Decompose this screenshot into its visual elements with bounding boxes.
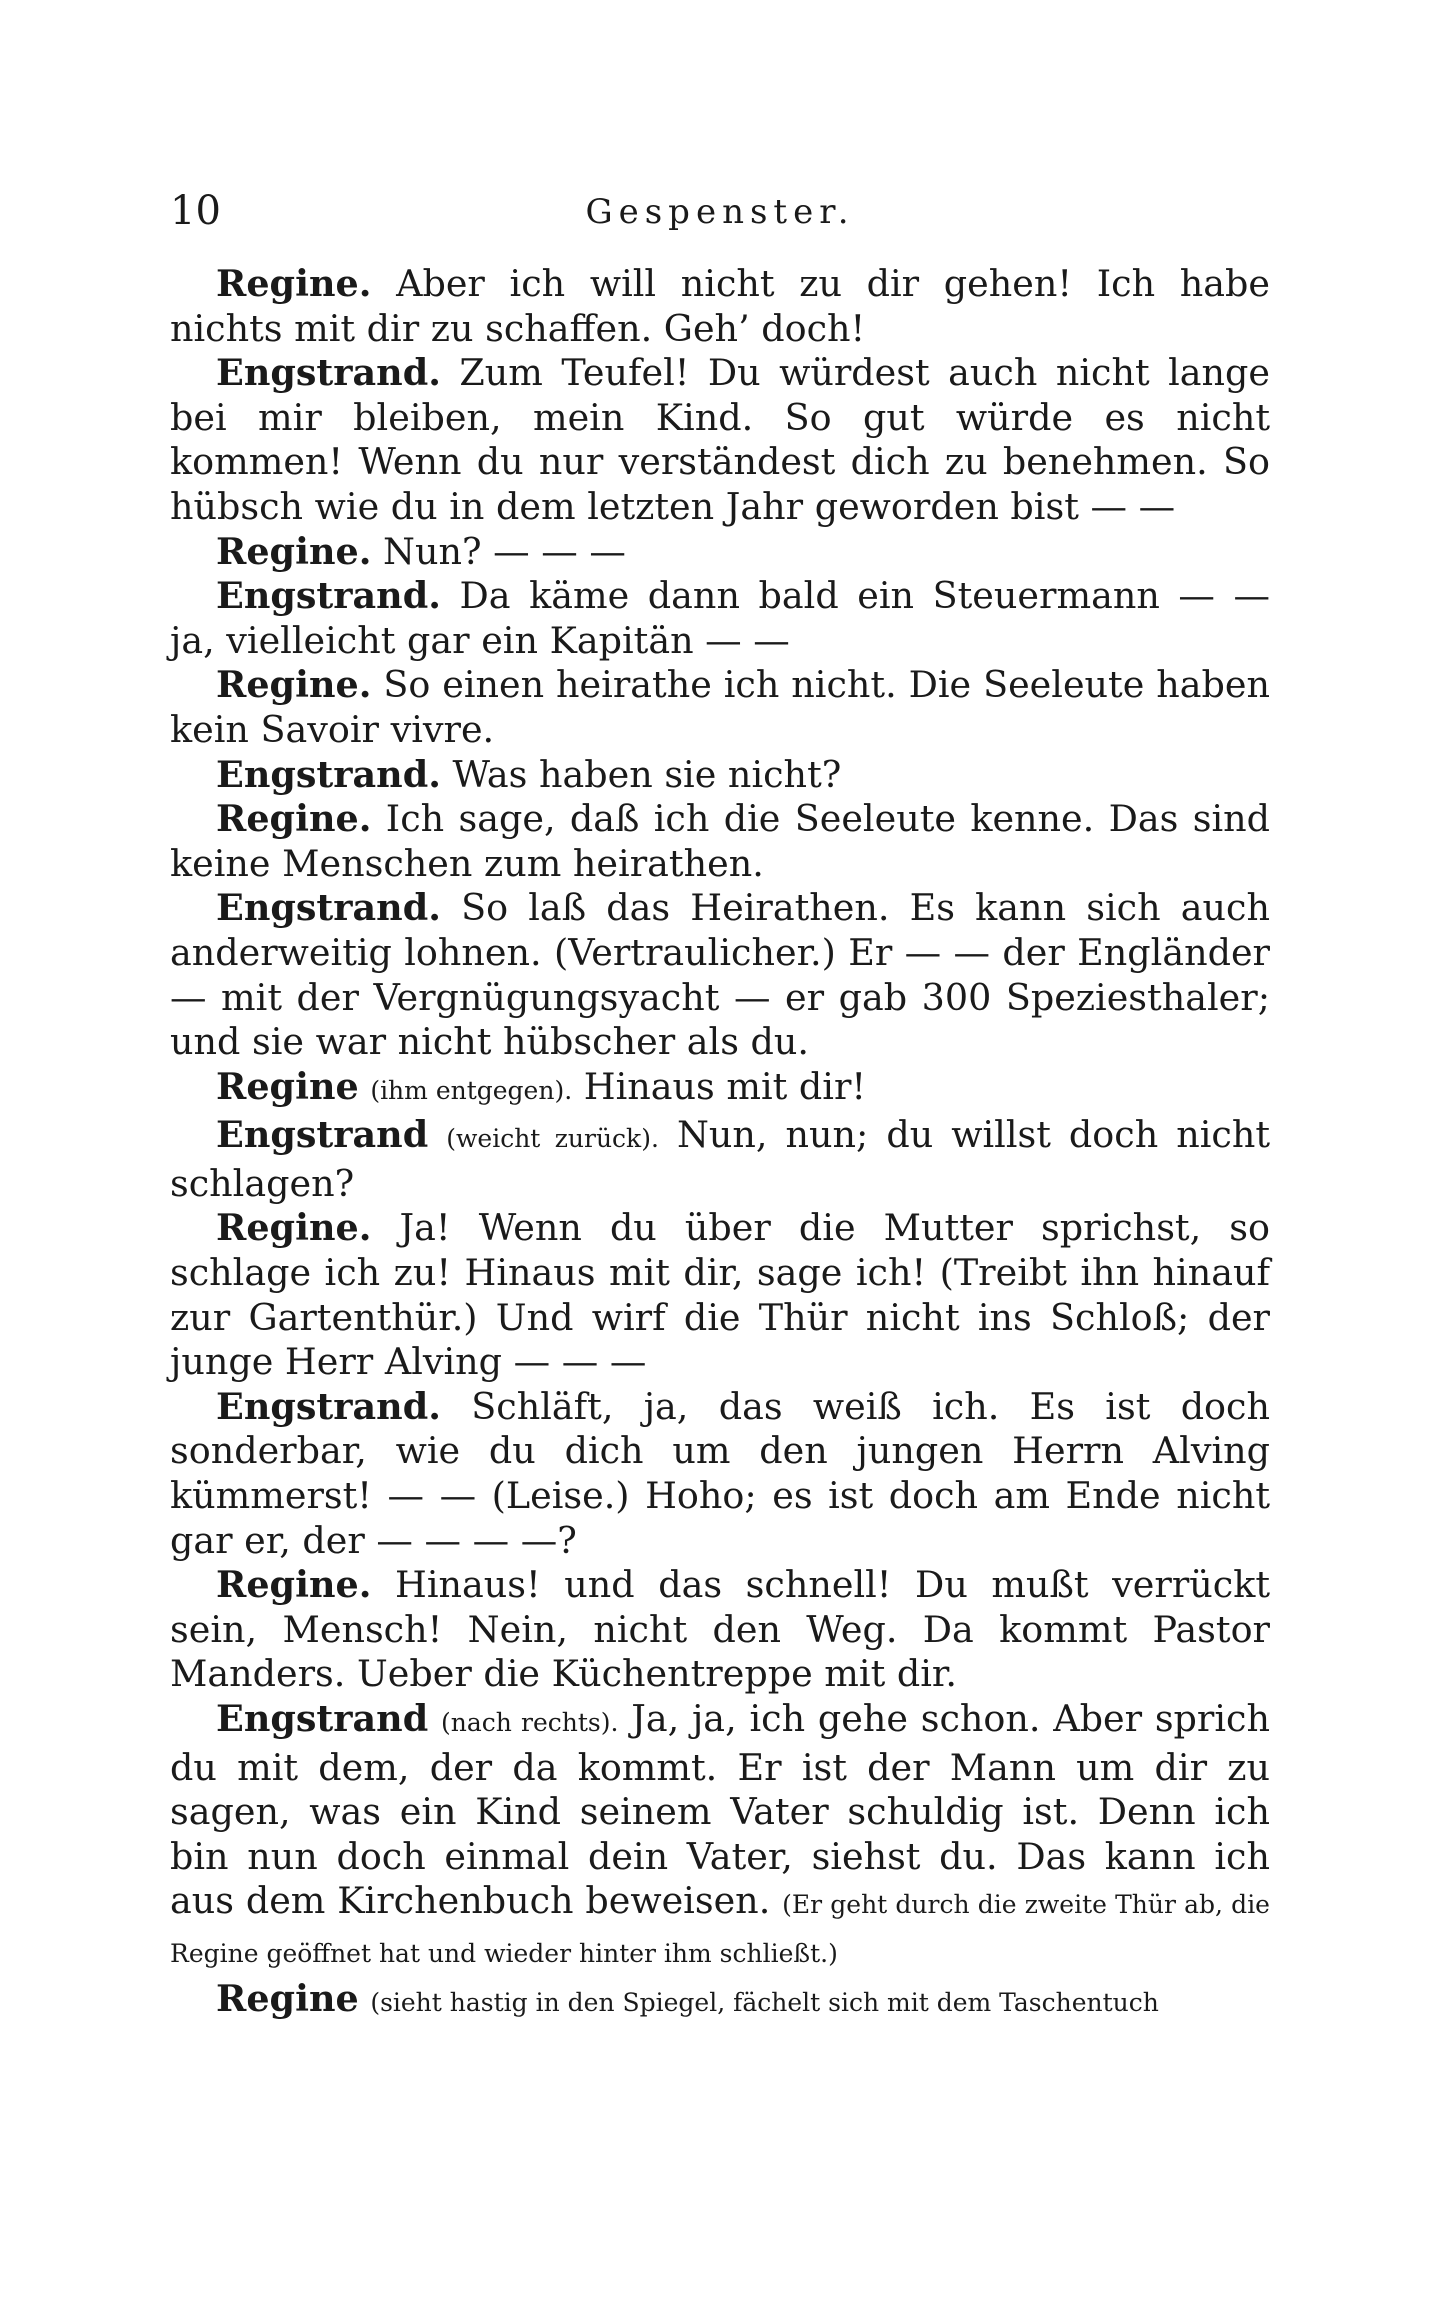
speech-text: Zum Teufel! Du würdest auch nicht lange bei mir bleiben, mein Kind. So gut würde es nicht kommen! Wenn du nur verständest dich zu benehmen. So hübsch wie du in dem letzten Jahr geworden bist — — [170, 351, 1270, 528]
page-header [170, 188, 1270, 248]
speaker-name: Engstrand. [216, 574, 441, 618]
dialogue-paragraph [170, 530, 1270, 575]
speech-text: Aber ich will nicht zu dir gehen! Ich habe nichts mit dir zu schaffen. Geh’ doch! [170, 262, 1270, 350]
speech-text: Nun, nun; du willst doch nicht schlagen? [170, 1113, 1271, 1205]
dialogue-paragraph [170, 797, 1270, 886]
speaker-name: Regine [216, 1976, 359, 2020]
speech-text: Nun? — — — [383, 529, 626, 573]
dialogue-paragraph [170, 1697, 1270, 1977]
speaker-name: Engstrand. [216, 1384, 441, 1428]
speech-text: So einen heirathe ich nicht. Die Seeleute haben kein Savoir vivre. [170, 663, 1270, 751]
speaker-name: Regine. [216, 1206, 372, 1250]
dialogue-paragraph [170, 1113, 1270, 1206]
speaker-name: Regine. [216, 262, 372, 305]
speaker-name: Regine. [216, 1563, 372, 1607]
stage-direction: (Er geht durch die zweite Thür ab, die Regine geöffnet hat und wieder hinter ihm schließt.) [170, 1890, 1270, 1968]
speaker-name: Engstrand [216, 1113, 429, 1157]
speech-text: Ja! Wenn du über die Mutter sprichst, so schlage ich zu! Hinaus mit dir, sage ich! (Treibt ihn hinauf zur Gartenthür.) Und wirf die Thür nicht ins Schloß; der junge Herr Alving — — — [170, 1206, 1270, 1384]
dialogue-paragraph [170, 1206, 1270, 1384]
dialogue-paragraph [170, 262, 1270, 351]
speech-text: So laß das Heirathen. Es kann sich auch anderweitig lohnen. (Vertraulicher.) Er — — der Engländer — mit der Vergnügungsyacht — er gab 300 Speziesthaler; und sie war nicht hübscher als du. [170, 886, 1270, 1064]
dialogue-paragraph [170, 1977, 1270, 2026]
dialogue-paragraph [170, 351, 1270, 529]
speaker-name: Engstrand. [216, 752, 441, 796]
speaker-name: Regine. [216, 663, 372, 707]
speech-text: Hinaus mit dir! [583, 1064, 867, 1108]
speaker-name: Engstrand [216, 1697, 429, 1740]
speaker-name: Engstrand. [216, 886, 441, 930]
page-number: 10 [170, 188, 221, 234]
speech-text: Schläft, ja, das weiß ich. Es ist doch sonderbar, wie du dich um den jungen Herrn Alving kümmerst! — — (Leise.) Hoho; es ist doch am Ende nicht gar er, der — — — —? [170, 1384, 1270, 1562]
stage-direction: (sieht hastig in den Spiegel, fächelt sich mit dem Taschentuch [370, 1987, 1159, 2017]
speaker-name: Regine [216, 1064, 359, 1108]
stage-direction: (ihm entgegen). [370, 1075, 573, 1105]
speech-text: Hinaus! und das schnell! Du mußt verrückt sein, Mensch! Nein, nicht den Weg. Da kommt Pastor Manders. Ueber die Küchentreppe mit dir. [170, 1563, 1271, 1696]
dialogue-paragraph [170, 753, 1270, 798]
dialogue-paragraph [170, 574, 1270, 663]
dialogue-paragraph [170, 663, 1270, 752]
speech-text: Ich sage, daß ich die Seeleute kenne. Das sind keine Menschen zum heirathen. [170, 797, 1270, 885]
speech-text: Was haben sie nicht? [452, 752, 842, 796]
running-title: Gespenster. [585, 192, 855, 232]
speech-text: Da käme dann bald ein Steuermann — — ja, vielleicht gar ein Kapitän — — [170, 574, 1271, 662]
stage-direction: (nach rechts). [441, 1708, 619, 1737]
speaker-name: Regine. [216, 529, 372, 573]
dialogue-paragraph [170, 1065, 1270, 1114]
dialogue-paragraph [170, 886, 1270, 1064]
speaker-name: Regine. [216, 797, 372, 841]
dialogue-body [170, 262, 1270, 2025]
dialogue-paragraph [170, 1385, 1270, 1563]
speech-text: Ja, ja, ich gehe schon. Aber sprich du mit dem, der da kommt. Er ist der Mann um dir zu sagen, was ein Kind seinem Vater schuldig ist. Denn ich bin nun doch einmal dein Vater, siehst du. Das kann ich aus dem Kirchenbuch beweisen. [170, 1697, 1270, 1923]
stage-direction: (weicht zurück). [446, 1124, 659, 1154]
speaker-name: Engstrand. [216, 351, 441, 395]
dialogue-paragraph [170, 1563, 1270, 1697]
